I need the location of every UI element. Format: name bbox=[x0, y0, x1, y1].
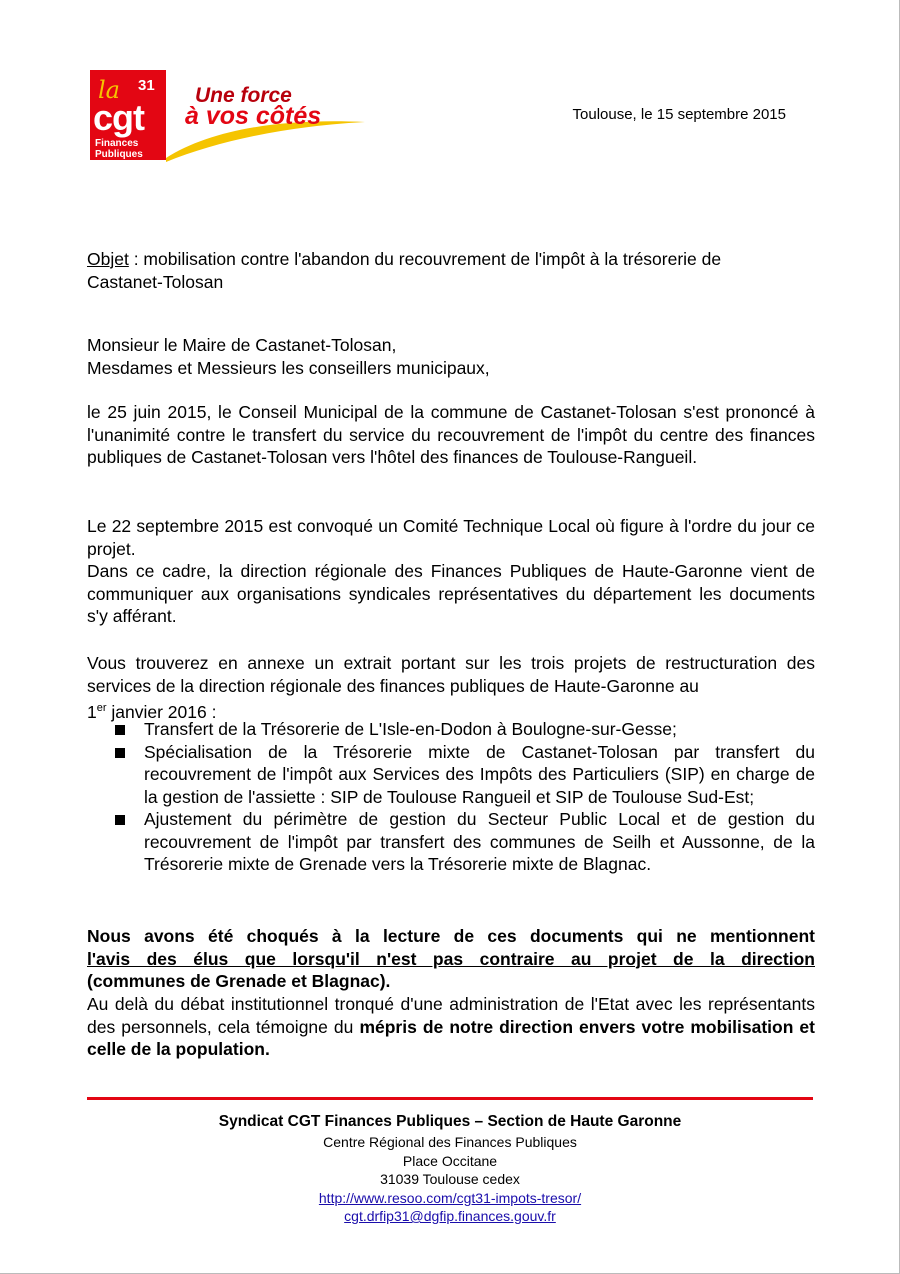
list-item bbox=[115, 808, 815, 876]
paragraph-5-bold: mépris de notre direction envers votre mobilisation et celle de la population. bbox=[87, 1016, 815, 1059]
paragraph-2-text-a: Le 22 septembre 2015 est convoqué un Comité Technique Local où figure à l'ordre du jour ce projet. bbox=[87, 516, 815, 559]
paragraph-3-text: Vous trouverez en annexe un extrait portant sur les trois projets de restructuration des services de la direction régionale des finances publiques de Haute-Garonne au bbox=[87, 653, 815, 696]
footer-address-line2: Place Occitane bbox=[402, 1152, 498, 1169]
square-bullet-icon bbox=[115, 725, 125, 735]
letter-footer bbox=[0, 1112, 900, 1226]
footer-divider bbox=[87, 1097, 813, 1100]
cgt-logo-slogan1: Une force bbox=[195, 84, 292, 107]
paragraph-5 bbox=[87, 993, 815, 1061]
subject-text-line2: Castanet-Tolosan bbox=[87, 271, 224, 292]
cgt-logo-number: 31 bbox=[138, 77, 155, 94]
footer-website-link[interactable]: http://www.resoo.com/cgt31-impots-tresor/ bbox=[318, 1189, 582, 1206]
list-item-text: Transfert de la Trésorerie de L'Isle-en-Dodon à Boulogne-sur-Gesse; bbox=[144, 719, 677, 739]
paragraph-2-text-b: Dans ce cadre, la direction régionale des Finances Publiques de Haute-Garonne vient de communiquer aux organisations syndicales représentatives du département les documents s'y afférant. bbox=[87, 561, 815, 626]
date-sup: er bbox=[96, 702, 107, 714]
cgt-logo-sub2: Publiques bbox=[95, 149, 143, 160]
square-bullet-icon bbox=[115, 748, 125, 758]
paragraph-4 bbox=[87, 925, 815, 993]
salutation-line2: Mesdames et Messieurs les conseillers municipaux, bbox=[87, 357, 490, 378]
list-item bbox=[115, 741, 815, 809]
paragraph-1 bbox=[87, 401, 815, 469]
footer-address-line3: 31039 Toulouse cedex bbox=[380, 1171, 520, 1187]
letter-subject bbox=[87, 248, 815, 293]
paragraph-3 bbox=[87, 652, 815, 723]
list-item bbox=[115, 718, 815, 741]
date-rest: janvier 2016 : bbox=[106, 701, 217, 722]
subject-label: Objet bbox=[87, 249, 129, 269]
subject-text-line1: mobilisation contre l'abandon du recouvrement de l'impôt à la trésorerie de bbox=[143, 249, 722, 269]
paragraph-2 bbox=[87, 515, 815, 628]
letter-salutation bbox=[87, 334, 815, 379]
paragraph-4-line3: (communes de Grenade et Blagnac). bbox=[87, 971, 391, 991]
list-item-text: Ajustement du périmètre de gestion du Secteur Public Local et de gestion du recouvrement de l'impôt par transfert des communes de Seilh et Aussonne, de la Trésorerie mixte de Grenade vers la Trésorerie mixte de Blagnac. bbox=[144, 809, 815, 874]
list-item-text: Spécialisation de la Trésorerie mixte de Castanet-Tolosan par transfert du recouvrement de l'impôt aux Services des Impôts des Particuliers (SIP) en charge de la gestion de l'assiette : SIP de Toulouse Rangueil et SIP de Toulouse Sud-Est; bbox=[144, 741, 815, 807]
paragraph-4-line2: l'avis des élus que lorsqu'il n'est pas contraire au projet de la direction bbox=[87, 948, 815, 969]
cgt-logo-sub1: Finances bbox=[95, 138, 139, 149]
subject-separator: : bbox=[128, 249, 144, 269]
letter-date: Toulouse, le 15 septembre 2015 bbox=[572, 106, 786, 123]
cgt-logo bbox=[90, 70, 370, 162]
paragraph-5-text: Au delà du débat institutionnel tronqué d'une administration de l'Etat avec les représentants des personnels, cela témoigne du bbox=[87, 994, 815, 1037]
cgt-logo-name: cgt bbox=[93, 97, 144, 138]
cgt-logo-slogan2: à vos côtés bbox=[185, 102, 322, 130]
salutation-line1: Monsieur le Maire de Castanet-Tolosan, bbox=[87, 335, 397, 355]
date-num: 1 bbox=[87, 701, 97, 722]
paragraph-1-text: le 25 juin 2015, le Conseil Municipal de la commune de Castanet-Tolosan s'est prononcé à l'unanimité contre le transfert du service du recouvrement de l'impôt du centre des finances publiques de Castanet-Tolosan vers l'hôtel des finances de Toulouse-Rangueil. bbox=[87, 402, 815, 467]
paragraph-4-line1: Nous avons été choqués à la lecture de ces documents qui ne mentionnent bbox=[87, 926, 815, 946]
footer-title: Syndicat CGT Finances Publiques – Section de Haute Garonne bbox=[218, 1113, 682, 1130]
footer-address-line1: Centre Régional des Finances Publiques bbox=[323, 1134, 577, 1150]
cgt-logo-la: la bbox=[98, 76, 120, 104]
square-bullet-icon bbox=[115, 815, 125, 825]
footer-email-link[interactable]: cgt.drfip31@dgfip.finances.gouv.fr bbox=[344, 1208, 556, 1224]
bullet-list bbox=[115, 718, 815, 876]
